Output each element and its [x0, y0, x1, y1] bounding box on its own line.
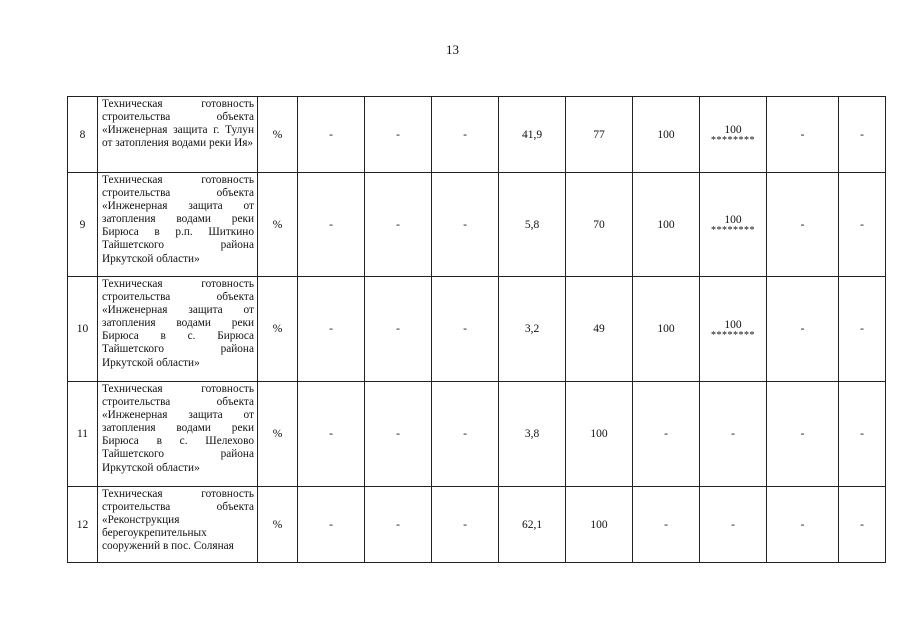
value-cell: - — [633, 382, 700, 487]
value-text: 100 — [724, 124, 742, 136]
value-cell: - — [365, 277, 432, 382]
value-cell: - — [432, 487, 499, 563]
value-cell: - — [839, 277, 886, 382]
table-row — [68, 382, 886, 487]
value-cell: 100 — [566, 487, 633, 563]
indicator-name: Техническая готовность строительства объекта «Реконструкция берегоукрепительных сооружений в пос. Соляная — [98, 487, 258, 563]
unit-cell: % — [258, 382, 298, 487]
value-cell: 3,8 — [499, 382, 566, 487]
row-number: 8 — [68, 97, 98, 173]
value-text: 100 — [724, 318, 742, 331]
indicator-name: Техническая готовность строительства объекта «Инженерная защита от затопления водами реки Бирюса в с. Шелехово Тайшетского района Иркутской области» — [98, 382, 258, 487]
value-cell: 100 — [633, 97, 700, 173]
value-cell: - — [839, 173, 886, 277]
footnote-marker: ******** — [711, 329, 755, 341]
value-cell: - — [298, 173, 365, 277]
value-cell: - — [298, 277, 365, 382]
footnote-marker: ******** — [711, 225, 755, 236]
indicator-name: Техническая готовность строительства объекта «Инженерная защита г. Тулун от затопления водами реки Ия» — [98, 97, 258, 173]
value-cell: - — [432, 173, 499, 277]
unit-cell: % — [258, 173, 298, 277]
value-cell: - — [767, 277, 839, 382]
value-cell: 62,1 — [499, 487, 566, 563]
value-cell: - — [365, 487, 432, 563]
footnote-marker: ******** — [711, 135, 755, 146]
value-cell: 5,8 — [499, 173, 566, 277]
value-cell: 100 — [633, 277, 700, 382]
value-cell: - — [700, 487, 767, 563]
value-cell: - — [432, 277, 499, 382]
page-number: 13 — [446, 42, 459, 57]
value-cell: - — [365, 97, 432, 173]
value-cell: - — [365, 382, 432, 487]
indicators-table — [67, 96, 886, 563]
value-cell: - — [767, 382, 839, 487]
indicator-name: Техническая готовность строительства объекта «Инженерная защита от затопления водами реки Бирюса в р.п. Шиткино Тайшетского района Иркутской области» — [98, 173, 258, 277]
table-row — [68, 487, 886, 563]
row-number: 9 — [68, 173, 98, 277]
value-cell: - — [839, 382, 886, 487]
value-cell: 49 — [566, 277, 633, 382]
value-cell: - — [432, 382, 499, 487]
value-cell: - — [365, 173, 432, 277]
value-cell: - — [767, 173, 839, 277]
value-cell: - — [839, 487, 886, 563]
unit-cell: % — [258, 277, 298, 382]
table-row — [68, 173, 886, 277]
value-cell-with-note — [700, 97, 767, 173]
indicator-name: Техническая готовность строительства объекта «Инженерная защита от затопления водами реки Бирюса в с. Бирюса Тайшетского района Иркутской области» — [98, 277, 258, 382]
value-cell: - — [298, 97, 365, 173]
value-cell: 77 — [566, 97, 633, 173]
value-text: 100 — [724, 214, 742, 226]
value-cell: - — [633, 487, 700, 563]
value-cell: - — [298, 487, 365, 563]
unit-cell: % — [258, 487, 298, 563]
value-cell: - — [298, 382, 365, 487]
value-cell: 3,2 — [499, 277, 566, 382]
row-number: 10 — [68, 277, 98, 382]
row-number: 11 — [68, 382, 98, 487]
table-row — [68, 277, 886, 382]
table-row — [68, 97, 886, 173]
value-cell: 70 — [566, 173, 633, 277]
row-number: 12 — [68, 487, 98, 563]
unit-cell: % — [258, 97, 298, 173]
value-cell: 100 — [633, 173, 700, 277]
value-cell: 41,9 — [499, 97, 566, 173]
value-cell-with-note — [700, 277, 767, 382]
value-cell: 100 — [566, 382, 633, 487]
value-cell: - — [767, 97, 839, 173]
value-cell-with-note — [700, 173, 767, 277]
value-cell: - — [839, 97, 886, 173]
value-cell: - — [432, 97, 499, 173]
value-cell: - — [767, 487, 839, 563]
value-cell: - — [700, 382, 767, 487]
